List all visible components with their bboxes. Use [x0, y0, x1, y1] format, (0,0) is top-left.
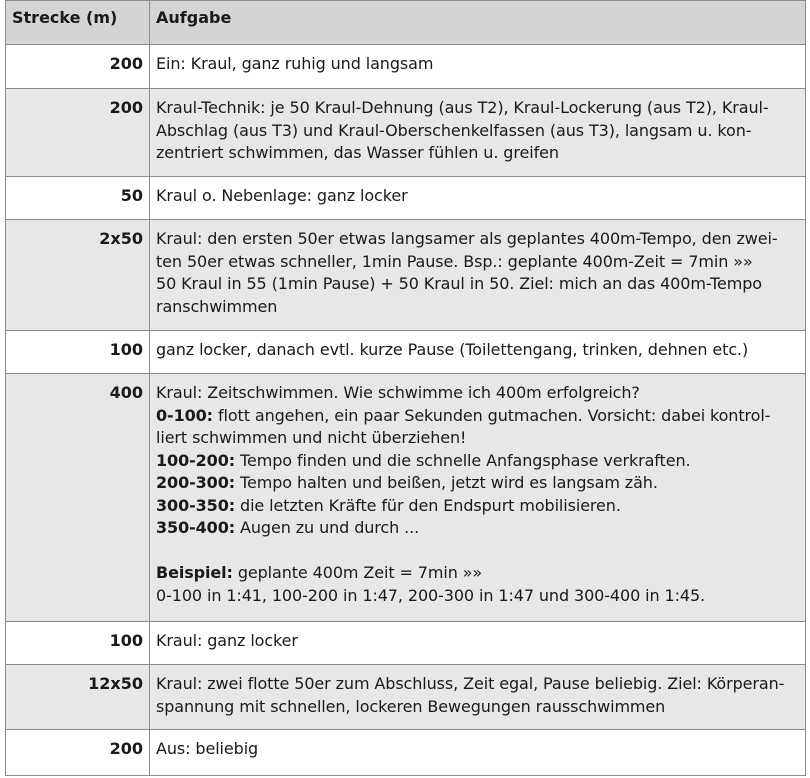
phase-text: Augen zu und durch ...	[235, 518, 420, 537]
phase-label: 100-200:	[156, 450, 236, 470]
training-plan-table	[5, 0, 806, 776]
task-line: Abschlag (aus T3) und Kraul-Oberschenkelfassen (aus T3), langsam u. kon-	[156, 120, 752, 140]
phase-label: 350-400:	[156, 518, 236, 537]
row-distance: 50	[6, 177, 150, 220]
task-line: 50 Kraul in 55 (1min Pause) + 50 Kraul in 50. Ziel: mich an das 400m-Tempo	[156, 274, 762, 293]
phase-line	[156, 427, 797, 450]
phase-line	[156, 405, 797, 428]
row-task	[150, 177, 806, 220]
table-row	[6, 177, 806, 220]
phase-text: liert schwimmen und nicht überziehen!	[156, 428, 467, 447]
row-distance: 200	[6, 89, 150, 177]
row-distance: 200	[6, 45, 150, 89]
table-row	[6, 730, 806, 776]
example-line	[156, 562, 797, 585]
example-text: geplante 400m Zeit = 7min »»	[232, 563, 483, 582]
phase-label: 0-100:	[156, 405, 213, 425]
row-distance: 2x50	[6, 220, 150, 331]
table-row	[6, 374, 806, 622]
row-task	[150, 665, 806, 730]
blank-line	[156, 540, 797, 563]
task-line: ranschwimmen	[156, 296, 278, 316]
row-distance: 200	[6, 730, 150, 776]
task-line: Kraul: zwei flotte 50er zum Abschluss, Zeit egal, Pause beliebig. Ziel: Körperan-	[156, 674, 785, 693]
row-task	[150, 89, 806, 177]
table-row	[6, 331, 806, 374]
phase-text: Tempo halten und beißen, jetzt wird es langsam zäh.	[235, 473, 658, 492]
phase-label: 300-350:	[156, 495, 236, 515]
task-line: Kraul: ganz locker	[156, 631, 298, 650]
row-task	[150, 622, 806, 665]
task-line: ten 50er etwas schneller, 1min Pause. Bsp.: geplante 400m-Zeit = 7min »»	[156, 251, 753, 271]
row-distance: 400	[6, 374, 150, 622]
example-splits: 0-100 in 1:41, 100-200 in 1:47, 200-300 in 1:47 und 300-400 in 1:45.	[156, 585, 706, 605]
phase-text: flott angehen, ein paar Sekunden gutmachen. Vorsicht: dabei kontrol-	[212, 405, 771, 425]
row-distance: 100	[6, 331, 150, 374]
task-line: zentriert schwimmen, das Wasser fühlen u. greifen	[156, 143, 559, 162]
phase-label: 200-300:	[156, 473, 236, 492]
row-task	[150, 374, 806, 622]
task-intro: Kraul: Zeitschwimmen. Wie schwimme ich 400m erfolgreich?	[156, 383, 640, 402]
phase-text: die letzten Kräfte für den Endspurt mobilisieren.	[235, 495, 621, 515]
phase-line	[156, 450, 797, 473]
phase-line	[156, 495, 797, 518]
header-task: Aufgabe	[150, 1, 806, 45]
table-row	[6, 665, 806, 730]
table-row	[6, 45, 806, 89]
phase-line	[156, 472, 797, 495]
task-line: Aus: beliebig	[156, 739, 259, 758]
row-distance: 12x50	[6, 665, 150, 730]
header-distance: Strecke (m)	[6, 1, 150, 45]
row-task	[150, 331, 806, 374]
table-row	[6, 220, 806, 331]
task-line: Kraul-Technik: je 50 Kraul-Dehnung (aus T2), Kraul-Lockerung (aus T2), Kraul-	[156, 98, 769, 117]
row-task	[150, 45, 806, 89]
table-header-row	[6, 1, 806, 45]
phase-text: Tempo finden und die schnelle Anfangsphase verkraften.	[235, 450, 691, 470]
task-line: ganz locker, danach evtl. kurze Pause (Toilettengang, trinken, dehnen etc.)	[156, 340, 749, 359]
table-row	[6, 622, 806, 665]
task-line: Ein: Kraul, ganz ruhig und langsam	[156, 54, 434, 73]
table-row	[6, 89, 806, 177]
row-task	[150, 730, 806, 776]
example-label: Beispiel:	[156, 563, 233, 582]
row-task	[150, 220, 806, 331]
phase-line	[156, 517, 797, 540]
task-line: Kraul: den ersten 50er etwas langsamer als geplantes 400m-Tempo, den zwei-	[156, 229, 778, 248]
task-line: spannung mit schnellen, lockeren Bewegungen rausschwimmen	[156, 696, 666, 716]
task-line: Kraul o. Nebenlage: ganz locker	[156, 186, 408, 205]
row-distance: 100	[6, 622, 150, 665]
